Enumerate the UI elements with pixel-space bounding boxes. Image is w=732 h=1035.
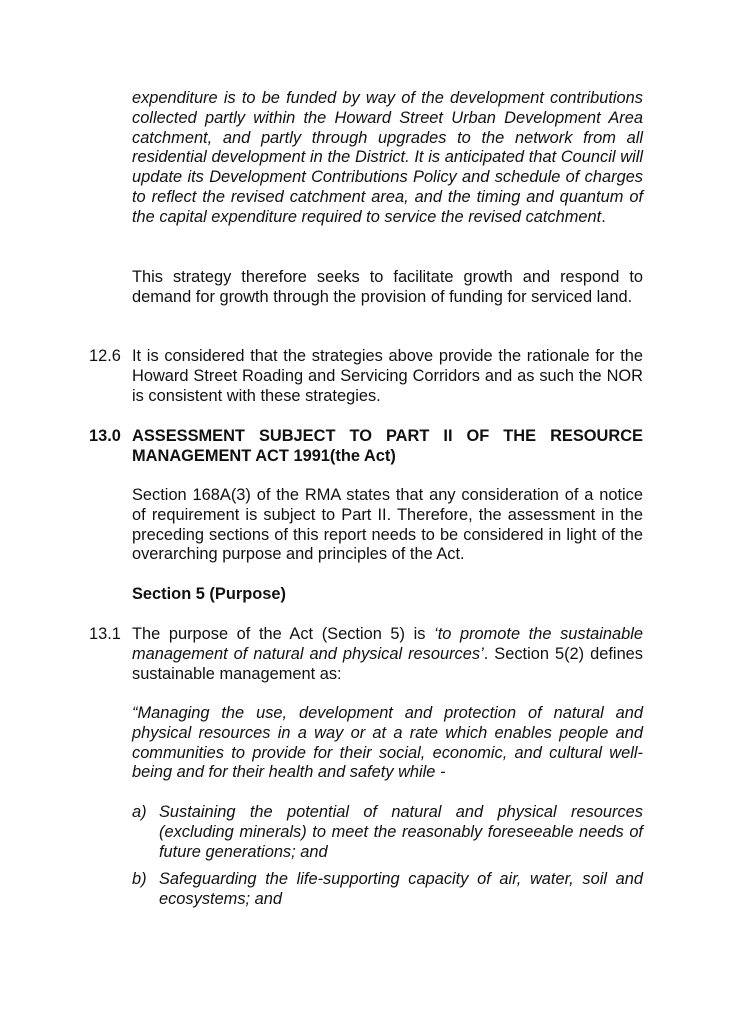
intro-italic-text: expenditure is to be funded by way of the development contributions collected partly within the Howard Street Urban Development Area catchment, and partly through upgrades to the network from all residential development in the District. It is anticipated that Council will update its Development Contributions Policy and schedule of charges to reflect the revised catchment area, and the timing and quantum of the capital expenditure required to service the revised catchment [132,89,643,226]
list-item-b-text: Safeguarding the life-supporting capacity of air, water, soil and ecosystems; and [159,870,643,908]
para-13-1-number: 13.1 [89,625,121,643]
para-12-6-text: It is considered that the strategies above provide the rationale for the Howard Street Roading and Servicing Corridors and as such the NOR is consistent with these strategies. [132,347,643,405]
section-13-0-number: 13.0 [89,427,121,445]
intro-paragraph [132,89,643,228]
definition-quote: “Managing the use, development and protection of natural and physical resources in a way or at a rate which enables people and communities to provide for their social, economic, and cultural well-being and for their health and safety while - [132,704,643,782]
section-168-paragraph: Section 168A(3) of the RMA states that any consideration of a notice of requirement is subject to Part II. Therefore, the assessment in the preceding sections of this report needs to be considered in light of the overarching purpose and principles of the Act. [132,486,643,564]
list-item-a-text: Sustaining the potential of natural and physical resources (excluding minerals) to meet the reasonably foreseeable needs of future generations; and [159,803,643,861]
strategy-paragraph: This strategy therefore seeks to facilitate growth and respond to demand for growth through the provision of funding for serviced land. [132,268,643,306]
section-5-subheading: Section 5 (Purpose) [132,585,286,603]
para-12-6-number: 12.6 [89,347,121,365]
para-13-1-quote: ‘to promote the sustainable management of natural and physical resources’ [132,625,643,663]
section-13-0-heading: ASSESSMENT SUBJECT TO PART II OF THE RESOURCE MANAGEMENT ACT 1991(the Act) [132,427,643,465]
para-13-1-part2: . Section 5(2) defines sustainable management as: [132,644,643,683]
list-item-a-marker: a) [132,803,147,821]
para-13-1-part1: The purpose of the Act (Section 5) is [132,625,435,643]
intro-tail: . [601,207,606,226]
para-13-1-text [132,625,643,684]
list-item-b-marker: b) [132,870,147,888]
